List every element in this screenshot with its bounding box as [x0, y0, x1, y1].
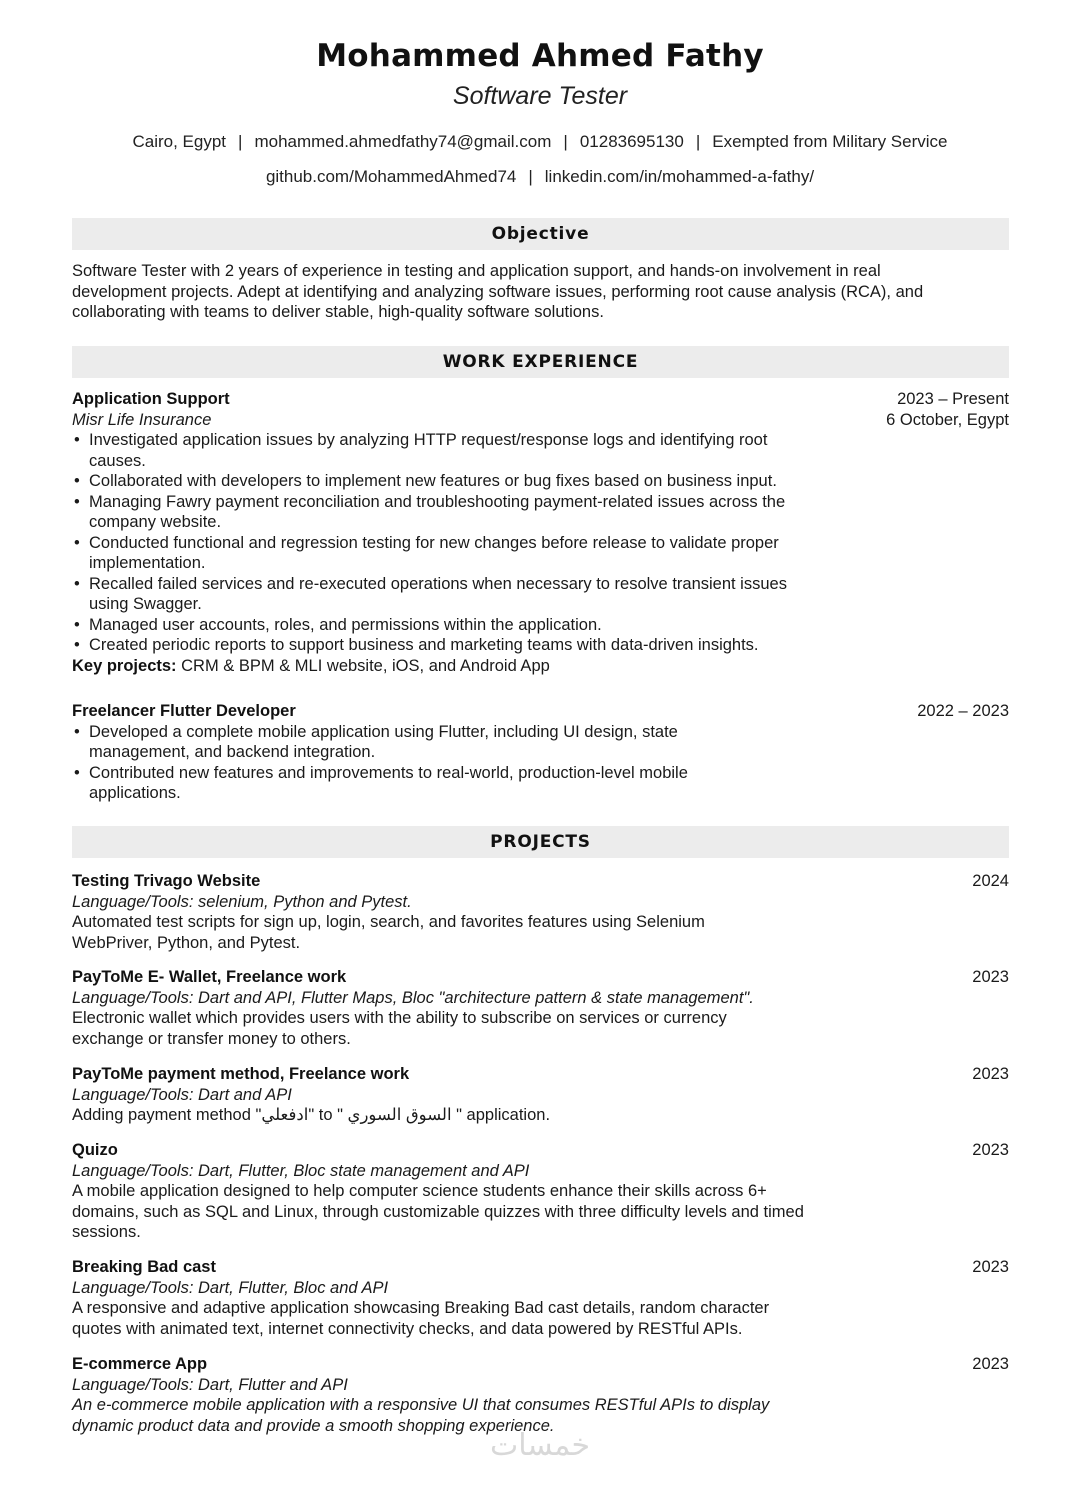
contact-line-1: [0, 132, 1080, 152]
project-year: 2023: [972, 1258, 1009, 1276]
project-year: 2024: [972, 872, 1009, 890]
project-title: PayToMe E- Wallet, Freelance work: [72, 968, 347, 986]
work-experience-heading: WORK EXPERIENCE: [72, 346, 1009, 378]
job-bullet-list: [72, 430, 817, 656]
job-bullet: • Contributed new features and improvements to real-world, production-level mobile applications.: [72, 763, 752, 804]
key-projects-line: [72, 656, 1009, 677]
job-dates: 2023 – Present: [897, 390, 1009, 408]
job-title: Software Tester: [452, 82, 628, 110]
project-tools: Language/Tools: Dart and API: [72, 1085, 292, 1104]
job-bullet: • Managing Fawry payment reconciliation and troubleshooting payment-related issues across the company website.: [72, 492, 817, 533]
separator: |: [695, 132, 701, 151]
watermark-logo: خمسات: [489, 1428, 591, 1463]
project-title: PayToMe payment method, Freelance work: [72, 1065, 410, 1083]
project-description: An e-commerce mobile application with a responsive UI that consumes RESTful APIs to display dynamic product data and provide a smooth shopping experience.: [72, 1396, 770, 1435]
objective-heading: Objective: [72, 218, 1009, 250]
job-bullet-list: [72, 722, 752, 804]
project-entry: [72, 871, 1009, 953]
project-description: Adding payment method "ادفعلي" to " السوق السوري " application.: [72, 1106, 551, 1124]
job-bullet: • Collaborated with developers to implement new features or bug fixes based on business input.: [72, 471, 817, 492]
project-title: Breaking Bad cast: [72, 1258, 216, 1276]
project-entry: [72, 967, 1009, 1049]
project-entry: [72, 1064, 1009, 1126]
project-entry: [72, 1354, 1009, 1436]
project-entry: [72, 1257, 1009, 1339]
candidate-name: Mohammed Ahmed Fathy: [316, 38, 764, 74]
project-tools: Language/Tools: Dart, Flutter, Bloc and API: [72, 1278, 389, 1297]
job-bullet: • Investigated application issues by analyzing HTTP request/response logs and identifying root causes.: [72, 430, 817, 471]
military-status-text: Exempted from Military Service: [712, 132, 948, 151]
project-title: Testing Trivago Website: [72, 872, 261, 890]
project-description: A mobile application designed to help computer science students enhance their skills across 6+ domains, such as SQL and Linux, through customizable quizzes with three difficulty levels and timed sessions.: [72, 1182, 804, 1241]
project-year: 2023: [972, 968, 1009, 986]
contact-line-2: [0, 167, 1080, 187]
project-year: 2023: [972, 1355, 1009, 1373]
phone-text: 01283695130: [579, 132, 684, 151]
project-year: 2023: [972, 1065, 1009, 1083]
separator: |: [563, 132, 568, 151]
job-company: Misr Life Insurance: [72, 410, 212, 429]
linkedin-link[interactable]: linkedin.com/in/mohammed-a-fathy/: [544, 167, 815, 186]
project-tools: Language/Tools: Dart, Flutter, Bloc state management and API: [72, 1161, 530, 1180]
separator: |: [238, 132, 243, 151]
job-entry: [72, 701, 1009, 804]
key-projects-value: CRM & BPM & MLI website, iOS, and Android App: [176, 656, 550, 675]
project-tools: Language/Tools: selenium, Python and Pytest.: [72, 892, 412, 911]
job-bullet: • Recalled failed services and re-executed operations when necessary to resolve transient issues using Swagger.: [72, 574, 817, 615]
project-title: Quizo: [72, 1141, 118, 1159]
project-entry: [72, 1140, 1009, 1243]
projects-heading: PROJECTS: [72, 826, 1009, 858]
job-location: 6 October, Egypt: [886, 410, 1009, 429]
key-projects-label: Key projects:: [72, 656, 177, 675]
project-description: Electronic wallet which provides users with the ability to subscribe on services or currency exchange or transfer money to others.: [72, 1009, 727, 1048]
project-year: 2023: [972, 1141, 1009, 1159]
project-tools: Language/Tools: Dart and API, Flutter Maps, Bloc "architecture pattern & state management".: [72, 988, 754, 1007]
objective-text: Software Tester with 2 years of experience in testing and application support, and hands-on involvement in real development projects. Adept at identifying and analyzing software issues, performing root cause analysis (RCA), and collaborating with teams to deliver stable, high-quality software solutions.: [72, 262, 924, 321]
job-bullet: • Conducted functional and regression testing for new changes before release to validate proper implementation.: [72, 533, 817, 574]
project-description: A responsive and adaptive application showcasing Breaking Bad cast details, random character quotes with animated text, internet connectivity checks, and data powered by RESTful APIs.: [72, 1299, 770, 1338]
job-bullet: • Developed a complete mobile application using Flutter, including UI design, state management, and backend integration.: [72, 722, 752, 763]
job-bullet: • Managed user accounts, roles, and permissions within the application.: [72, 615, 817, 636]
project-tools: Language/Tools: Dart, Flutter and API: [72, 1375, 348, 1394]
separator: |: [528, 167, 533, 186]
project-title: E-commerce App: [72, 1355, 208, 1373]
email-link[interactable]: mohammed.ahmedfathy74@gmail.com: [254, 132, 552, 151]
job-role: Application Support: [72, 390, 230, 408]
job-bullet: • Created periodic reports to support business and marketing teams with data-driven insights.: [72, 635, 817, 656]
github-link[interactable]: github.com/MohammedAhmed74: [265, 167, 517, 186]
project-description: Automated test scripts for sign up, login, search, and favorites features using Selenium WebPriver, Python, and Pytest.: [72, 913, 705, 952]
job-role: Freelancer Flutter Developer: [72, 702, 296, 720]
job-entry: [72, 389, 1009, 676]
location-text: Cairo, Egypt: [132, 132, 227, 151]
job-dates: 2022 – 2023: [917, 702, 1009, 720]
